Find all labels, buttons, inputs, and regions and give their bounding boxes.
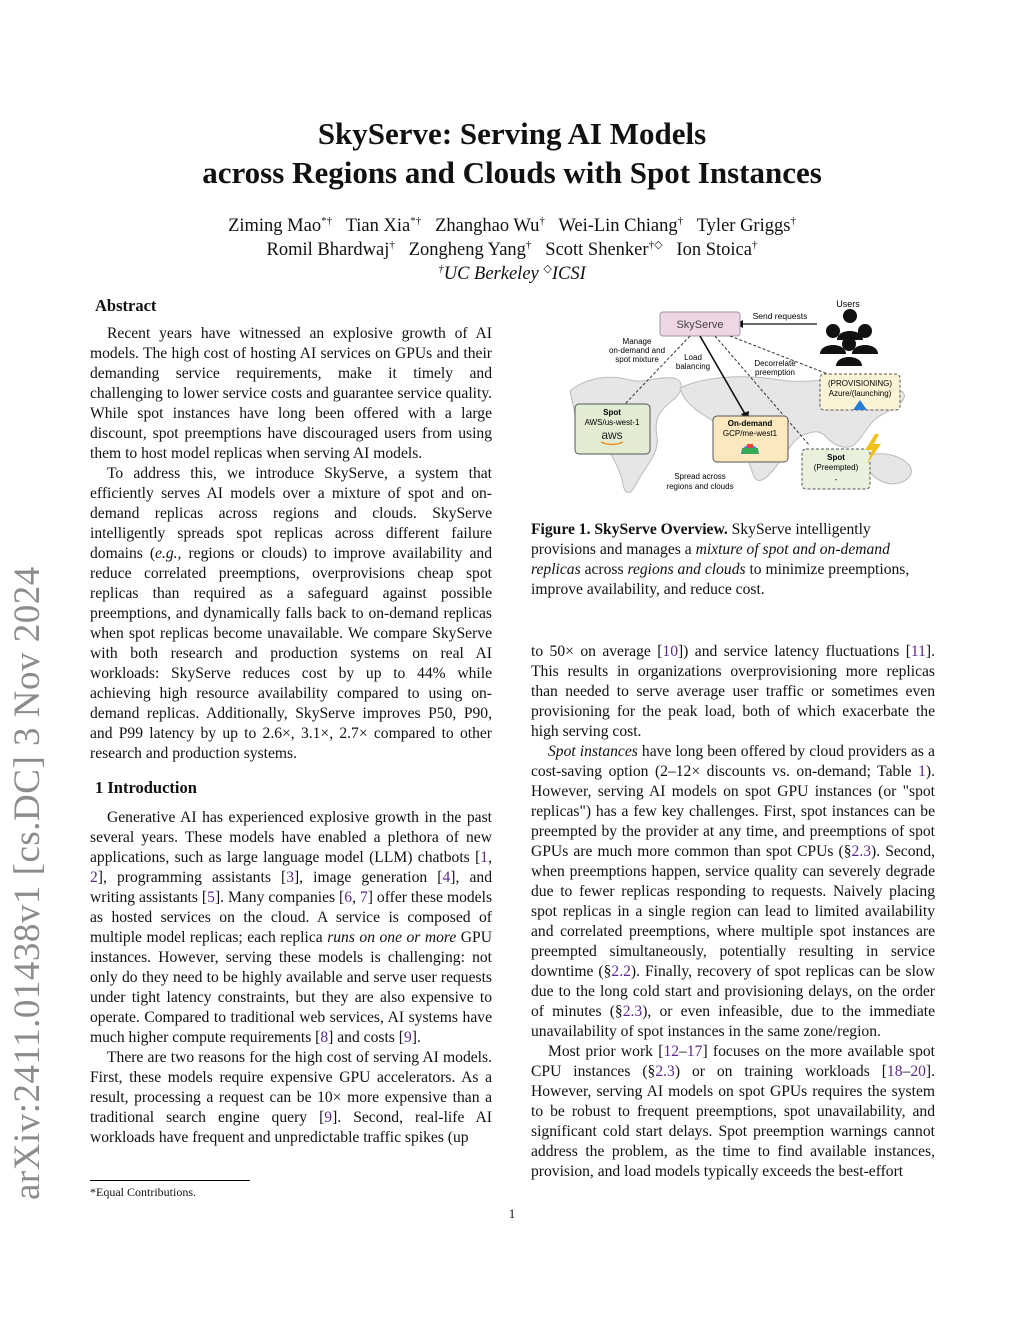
citation-link[interactable]: 12 <box>663 1043 680 1060</box>
figure-caption: Figure 1. SkyServe Overview. SkyServe intelligently provisions and manages a mixture of spot and on-demand replicas across regions and clouds to minimize preemptions, improve availability, and reduce cost. <box>531 521 910 598</box>
provisioning-region: Azure/(launching) <box>828 389 892 398</box>
author: Ziming Mao <box>228 216 322 237</box>
author: Ion Stoica <box>676 240 752 261</box>
spot-preempted-dash: - <box>834 475 838 484</box>
intro-paragraph-2: There are two reasons for the high cost of serving AI models. First, these models require expensive GPU accelerators. As a result, processing a request can be 10× more expensive than a traditional search engine query [9]. Second, real-life AI workloads have frequent and unpredictable traffic spikes (up <box>90 1049 492 1146</box>
intro-heading: 1 Introduction <box>95 778 197 797</box>
section-link[interactable]: 2.3 <box>622 1003 643 1020</box>
right-column <box>531 642 935 1182</box>
citation-link[interactable]: 18 <box>886 1063 903 1080</box>
authors-line1: Ziming Mao*† Tian Xia*† Zhanghao Wu† Wei-Lin Chiang† Tyler Griggs† <box>228 215 796 237</box>
spread-label: Spread across regions and clouds <box>666 472 734 491</box>
abstract-paragraph-2: To address this, we introduce SkyServe, a system that efficiently serves AI models over a mixture of spot and on-demand replicas across regions and clouds. SkyServe intelligently spreads spot replicas across different failure domains (e.g., regions or clouds) to improve availability and reduce correlated preemptions, overprovisions cheap spot replicas than required as a safeguard against possible preemptions, and dynamically falls back to on-demand replicas when spot replicas become unavailable. We compare SkyServe with both research and production systems on real AI workloads: SkyServe reduces cost by up to 44% while achieving high resource availability compared to using on-demand replicas. Additionally, SkyServe improves P50, P90, and P99 latency by up to 2.6×, 3.1×, 2.7× compared to other research and production systems. <box>90 465 492 762</box>
section-link[interactable]: 2.3 <box>851 843 872 860</box>
author: Romil Bhardwaj <box>266 240 390 261</box>
paper-title-line2: across Regions and Clouds with Spot Instances <box>202 155 822 190</box>
citation-link[interactable]: 5 <box>207 889 215 906</box>
citation-link[interactable]: 7 <box>359 889 368 906</box>
citation-link[interactable]: 9 <box>403 1029 412 1046</box>
citation-link[interactable]: 2 <box>90 869 98 886</box>
page-number: 1 <box>508 1206 516 1221</box>
citation-link[interactable]: 6 <box>344 889 353 906</box>
right-paragraph-1: to 50× on average [10]) and service latency fluctuations [11]. This results in organizations overprovisioning more replicas than needed to serve average user traffic or sometimes even provisioning for the peak load, both of which exacerbate the high serving cost. <box>531 643 935 740</box>
intro-paragraph-1: Generative AI has experienced explosive growth in the past several years. These models have enabled a plethora of new applications, such as large language model (LLM) chatbots [1, 2], programming assistants [3], image generation [4], and writing assistants [5]. Many companies [6, 7] offer these models as hosted services on the cloud. A service is composed of multiple model replicas; each replica runs on one or more GPU instances. However, serving these models is challenging: not only do they need to be highly available and serve user requests under tight latency constraints, but they are also expensive to operate. Compared to traditional web services, AI systems have much higher compute requirements [8] and costs [9]. <box>90 809 493 1046</box>
load-balancing-label: Load balancing <box>675 353 711 371</box>
decorrelate-label: Decorrelate preemption <box>754 359 796 377</box>
on-demand-title: On-demand <box>727 419 773 428</box>
right-paragraph-3: Most prior work [12–17] focuses on the more available spot CPU instances (§2.3) or on training workloads [18–20]. However, serving AI models on spot GPUs requires the system to be robust to frequent preemptions, spot unavailability, and significant cold start delays. Spot preemption warnings cannot address the problem, as the time to find available instances, provision, and load models typically exceeds the best-effort <box>531 1043 936 1180</box>
section-link[interactable]: 2.3 <box>655 1063 675 1080</box>
aws-logo-icon: aws <box>601 428 623 442</box>
citation-link[interactable]: 10 <box>662 643 678 660</box>
citation-link[interactable]: 17 <box>686 1043 703 1060</box>
figure-1-diagram <box>565 296 935 506</box>
on-demand-region: GCP/me-west1 <box>722 429 778 438</box>
spot-preempted-title: Spot <box>827 453 845 462</box>
left-column <box>90 296 492 1148</box>
figure-1 <box>565 296 935 506</box>
citation-link[interactable]: 3 <box>286 869 294 886</box>
spot-aws-title: Spot <box>603 408 621 417</box>
footnote: *Equal Contributions. <box>90 1185 196 1199</box>
author: Zhanghao Wu <box>435 216 540 237</box>
send-requests-label: Send requests <box>752 311 808 321</box>
author: Scott Shenker <box>545 240 649 261</box>
provisioning-status: (PROVISIONING) <box>827 379 893 388</box>
author: Tian Xia <box>345 216 411 237</box>
abstract-heading: Abstract <box>95 296 157 315</box>
citation-link[interactable]: 20 <box>910 1063 926 1080</box>
citation-link[interactable]: 1 <box>480 849 489 866</box>
users-label: Users <box>836 299 860 309</box>
abstract-paragraph-1: Recent years have witnessed an explosive growth of AI models. The high cost of hosting AI services on GPUs and their demanding service requirements, make it timely and challenging to lower service costs and guarantee service quality. While spot instances have long been offered with a large discount, spot preemptions have discouraged users from using them to host model replicas when serving AI models. <box>90 325 492 462</box>
citation-link[interactable]: 4 <box>442 869 451 886</box>
table-link[interactable]: 1 <box>918 763 926 780</box>
citation-link[interactable]: 11 <box>910 643 926 660</box>
spot-aws-region: AWS/us-west-1 <box>584 418 640 427</box>
skyserve-box-label: SkyServe <box>676 319 724 331</box>
authors-line2: Romil Bhardwaj† Zongheng Yang† Scott Shenker†◇ Ion Stoica† <box>266 239 758 261</box>
manage-label: Manage on-demand and spot mixture <box>608 337 666 364</box>
section-link[interactable]: 2.2 <box>611 963 631 980</box>
citation-link[interactable]: 8 <box>320 1029 329 1046</box>
footnote-rule <box>90 1180 250 1181</box>
arxiv-stamp: arXiv:2411.01438v1 [cs.DC] 3 Nov 2024 <box>7 566 48 1200</box>
author: Wei-Lin Chiang <box>558 216 678 237</box>
spot-preempted-status: (Preempted) <box>813 463 859 472</box>
paper-title-line1: SkyServe: Serving AI Models <box>317 116 707 151</box>
affiliation: †UC Berkeley ◇ICSI <box>438 263 586 285</box>
citation-link[interactable]: 9 <box>324 1109 333 1126</box>
users-icon <box>820 309 878 366</box>
author: Tyler Griggs <box>696 216 791 237</box>
author: Zongheng Yang <box>408 240 526 261</box>
right-paragraph-2: Spot instances have long been offered by cloud providers as a cost-saving option (2–12× discounts vs. on-demand; Table 1). However, serving AI models on spot GPU instances (or "spot replicas") has a few key challenges. First, spot instances can be preempted by the provider at any time, and preemptions of spot GPUs are much more common than spot CPUs (§2.3). Second, when preemptions happen, service quality can severely degrade due to fewer replicas responding to requests. Naively placing spot replicas in a single region can lead to limited availability and correlated preemptions, where multiple spot instances are preempted simultaneously, potentially resulting in service downtime (§2.2). Finally, recovery of spot replicas can be slow due to the long cold start and provisioning delays, on the order of minutes (§2.3), or even infeasible, due to the immediate unavailability of spot instances in the same zone/region. <box>531 743 936 1040</box>
